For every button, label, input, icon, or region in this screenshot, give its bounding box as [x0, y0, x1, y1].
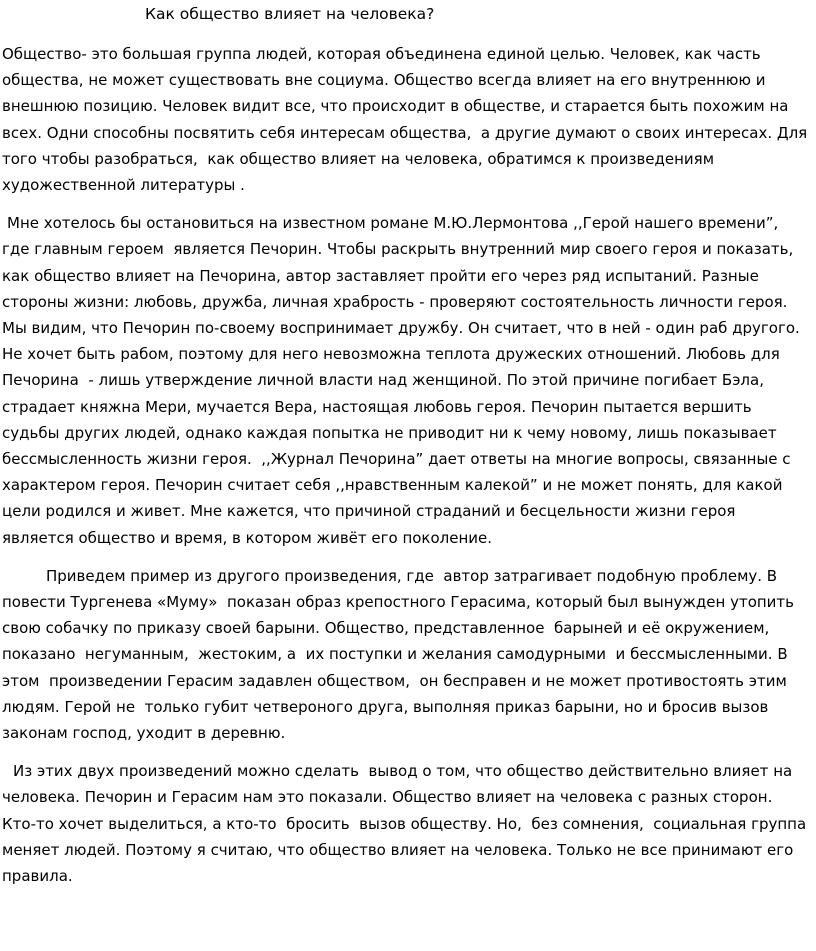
paragraph-conclusion: Из этих двух произведений можно сделать вывод о том, что общество действительно влияет на человека. Печорин и Герасим нам это показали. Общество влияет на человека с разных сторон. Кто-то хочет выделиться, а кто-то бросить вызов обществу. Но, без сомнения, социальная группа меняет людей. Поэтому я считаю, что общество влияет на человека. Только не все принимают его правила.: [2, 762, 811, 886]
document-title: Как общество влияет на человека?: [145, 5, 435, 23]
paragraph-turgenev: Приведем пример из другого произведения, где автор затрагивает подобную проблему. В повести Тургенева «Муму» показан образ крепостного Герасима, который был вынужден утопить свою собачку по приказу своей барыни. Общество, представленное барыней и её окружением, показано негуманным, жестоким, а их поступки и желания самодурными и бессмысленными. В этом произведении Герасим задавлен обществом, он бесправен и не может противостоять этим людям. Герой не только губит четвероного друга, выполняя приказ барыни, но и бросив вызов законам господ, уходит в деревню.: [2, 566, 799, 743]
paragraph-intro: Общество- это большая группа людей, которая объединена единой целью. Человек, как часть общества, не может существовать вне социума. Общество всегда влияет на его внутреннюю и внешнюю позицию. Человек видит все, что происходит в обществе, и старается быть похожим на всех. Одни способны посвятить себя интересам общества, а другие думают о своих интересах. Для того чтобы разобраться, как общество влияет на человека, обратимся к произведениям художественной литературы .: [2, 45, 812, 195]
paragraph-lermontov: Мне хотелось бы остановиться на известном романе М.Ю.Лермонтова ,,Герой нашего времени”, где главным героем является Печорин. Чтобы раскрыть внутренний мир своего героя и показать, как общество влияет на Печорина, автор заставляет пройти его через ряд испытаний. Разные стороны жизни: любовь, дружба, личная храбрость - проверяют состоятельность личности героя. Мы видим, что Печорин по-своему воспринимает дружбу. Он считает, что в ней - один раб другого. Не хочет быть рабом, поэтому для него невозможна теплота дружеских отношений. Любовь для Печорина - лишь утверждение личной власти над женщиной. По этой причине погибает Бэла, страдает княжна Мери, мучается Вера, настоящая любовь героя. Печорин пытается вершить судьбы других людей, однако каждая попытка не приводит ни к чему новому, лишь показывает бессмысленность жизни героя. ,,Журнал Печорина” дает ответы на многие вопросы, связанные с характером героя. Печорин считает себя ,,нравственным калекой” и не может понять, для какой цели родился и живет. Мне кажется, что причиной страданий и бесцельности жизни героя является общество и время, в котором живёт его поколение.: [2, 214, 805, 547]
